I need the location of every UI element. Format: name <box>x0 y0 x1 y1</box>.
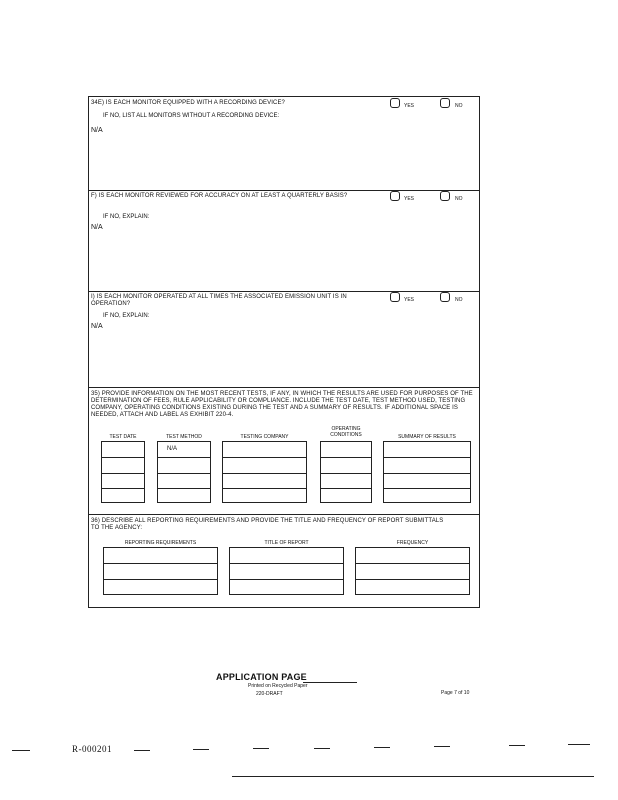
question-34e: 34E) IS EACH MONITOR EQUIPPED WITH A RECORDING DEVICE? <box>91 100 285 106</box>
table-row[interactable] <box>321 488 371 489</box>
col-header-title-of-report: TITLE OF REPORT <box>264 540 309 546</box>
checkbox-yes-34f[interactable] <box>390 191 400 201</box>
form-id: 220-DRAFT <box>256 691 283 697</box>
table-frequency <box>355 547 470 595</box>
table-row[interactable] <box>321 473 371 474</box>
table-row[interactable] <box>102 457 144 458</box>
application-page-title: APPLICATION PAGE <box>216 672 307 682</box>
checkbox-yes-34g[interactable] <box>390 292 400 302</box>
section-34f <box>89 191 479 292</box>
table-row[interactable] <box>158 473 210 474</box>
table-row[interactable] <box>223 473 306 474</box>
table-row[interactable] <box>104 563 217 564</box>
scan-dash <box>509 745 525 746</box>
table-row[interactable] <box>356 579 469 580</box>
scan-dash <box>134 750 150 751</box>
col-header-operating-conditions: OPERATING CONDITIONS <box>330 426 362 438</box>
scan-dash <box>314 748 330 749</box>
page-indicator: Page 7 of 10 <box>441 690 470 696</box>
instruction-34e: IF NO, LIST ALL MONITORS WITHOUT A RECORDING DEVICE: <box>103 113 280 119</box>
table-row[interactable] <box>104 579 217 580</box>
table-row[interactable] <box>223 488 306 489</box>
no-label-34f: NO <box>455 196 463 202</box>
question-35: 35) PROVIDE INFORMATION ON THE MOST RECENT TESTS, IF ANY, IN WHICH THE RESULTS ARE USED FOR PURPOSES OF THE DETERMINATION OF FEES, RULE APPLICABILITY OR COMPLIANCE. INCLUDE THE TEST DATE, TEST METHOD USED, TESTING COMPANY, OPERATING CONDITIONS EXISTING DURING THE TEST AND A SUMMARY OF RESULTS. IF ADDITIONAL SPACE IS NEEDED, ATTACH AND LABEL AS EXHIBIT 220-4. <box>91 391 473 418</box>
col-header-test-date: TEST DATE <box>109 434 137 440</box>
question-34g: I) IS EACH MONITOR OPERATED AT ALL TIMES THE ASSOCIATED EMISSION UNIT IS IN OPERATION? <box>91 294 347 307</box>
scan-dash <box>568 744 590 745</box>
table-row[interactable] <box>102 488 144 489</box>
scan-dash <box>12 750 30 751</box>
checkbox-no-34g[interactable] <box>440 292 450 302</box>
table-row[interactable] <box>158 457 210 458</box>
instruction-34f: IF NO, EXPLAIN: <box>103 214 150 220</box>
form-frame <box>88 96 480 608</box>
answer-34e: N/A <box>91 127 103 134</box>
table-row[interactable] <box>356 563 469 564</box>
yes-label-34f: YES <box>404 196 415 202</box>
table-row[interactable] <box>230 563 343 564</box>
table-row[interactable] <box>384 473 470 474</box>
col-header-testing-company: TESTING COMPANY <box>240 434 289 440</box>
bottom-rule <box>232 776 594 777</box>
table-row[interactable] <box>158 488 210 489</box>
question-34f: F) IS EACH MONITOR REVIEWED FOR ACCURACY ON AT LEAST A QUARTERLY BASIS? <box>91 193 348 199</box>
answer-34f: N/A <box>91 224 103 231</box>
table-row[interactable] <box>321 457 371 458</box>
table-row[interactable] <box>102 473 144 474</box>
section-34g <box>89 292 479 388</box>
scan-dash <box>253 748 269 749</box>
table-operating-conditions <box>320 441 372 503</box>
table-testing-company <box>222 441 307 503</box>
answer-34g: N/A <box>91 323 103 330</box>
table-test-date <box>101 441 145 503</box>
scan-dash <box>374 747 390 748</box>
table-reporting-requirements <box>103 547 218 595</box>
bates-number: R-000201 <box>72 744 112 754</box>
col-header-test-method: TEST METHOD <box>166 434 202 440</box>
table-title-of-report <box>229 547 344 595</box>
table-summary-of-results <box>383 441 471 503</box>
recycled-paper-note: Printed on Recycled Paper <box>248 683 308 689</box>
page-number-blank <box>303 682 357 683</box>
col-header-frequency: FREQUENCY <box>396 540 429 546</box>
no-label-34g: NO <box>455 297 463 303</box>
checkbox-yes-34e[interactable] <box>390 98 400 108</box>
checkbox-no-34f[interactable] <box>440 191 450 201</box>
table-row[interactable] <box>384 488 470 489</box>
test-method-value: N/A <box>167 446 178 452</box>
yes-label-34g: YES <box>404 297 415 303</box>
no-label-34e: NO <box>455 103 463 109</box>
instruction-34g: IF NO, EXPLAIN: <box>103 313 150 319</box>
col-header-summary-of-results: SUMMARY OF RESULTS <box>398 434 456 440</box>
table-row[interactable] <box>384 457 470 458</box>
section-35 <box>89 388 479 515</box>
table-row[interactable] <box>223 457 306 458</box>
section-36 <box>89 515 479 607</box>
table-row[interactable] <box>230 579 343 580</box>
checkbox-no-34e[interactable] <box>440 98 450 108</box>
question-36: 36) DESCRIBE ALL REPORTING REQUIREMENTS AND PROVIDE THE TITLE AND FREQUENCY OF REPORT SUBMITTALS TO THE AGENCY: <box>91 518 444 531</box>
table-test-method <box>157 441 211 503</box>
scan-dash <box>434 746 450 747</box>
section-34e <box>89 97 479 191</box>
col-header-reporting-requirements: REPORTING REQUIREMENTS <box>124 540 197 546</box>
scan-dash <box>193 749 209 750</box>
yes-label-34e: YES <box>404 103 415 109</box>
